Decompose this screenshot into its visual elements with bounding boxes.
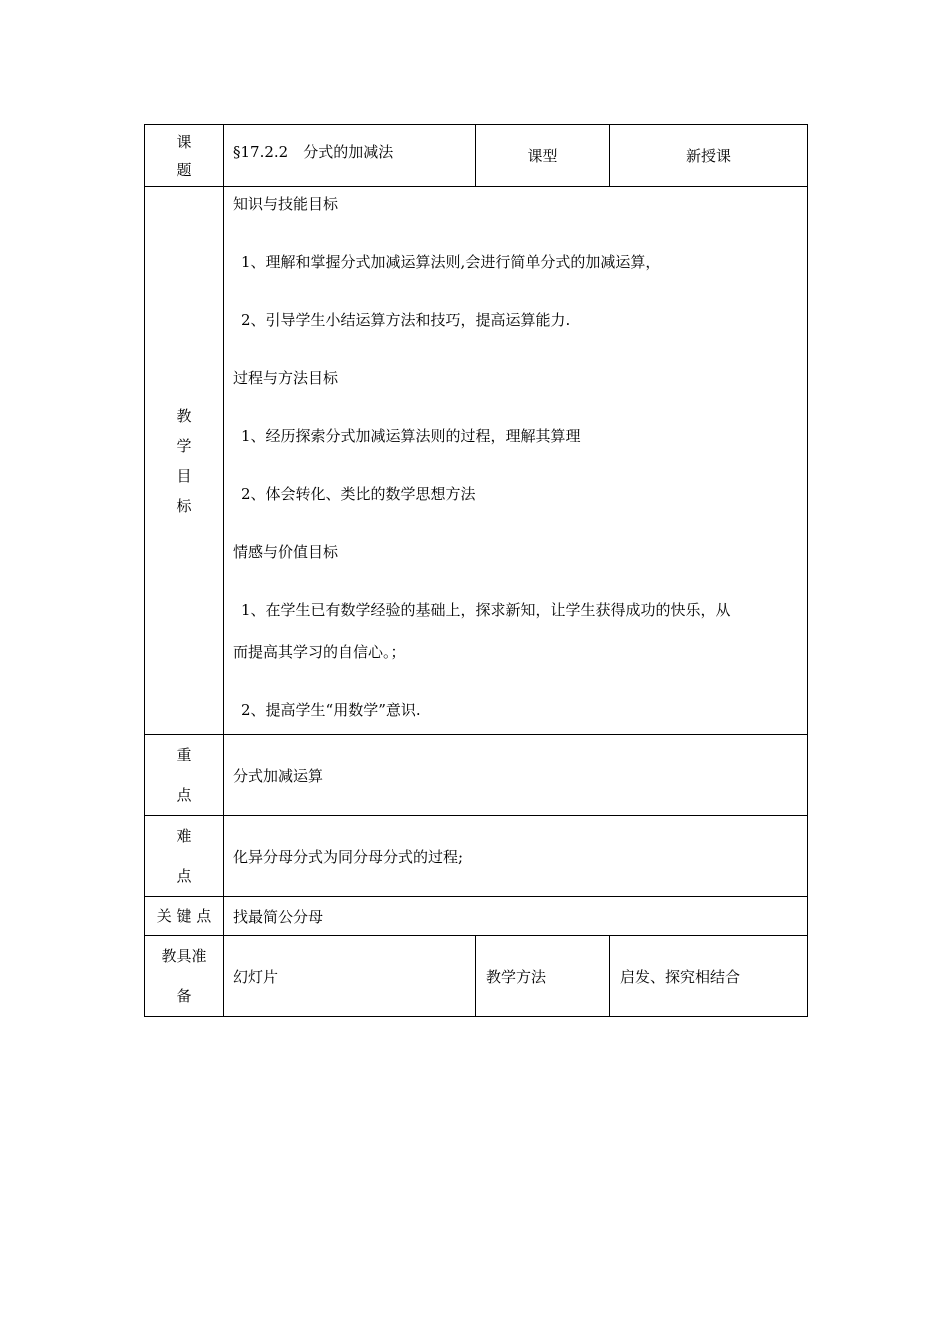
tools-row	[145, 936, 808, 1017]
objective-item: 1、理解和掌握分式加减运算法则,会进行简单分式的加减运算，	[241, 253, 661, 271]
lesson-plan-table	[144, 124, 808, 1017]
objective-item: 2、提高学生“用数学”意识.	[241, 701, 421, 719]
lesson-type-value: 新授课	[610, 125, 808, 187]
tools-label: 教具准 备	[145, 936, 224, 1017]
objective-item: 2、引导学生小结运算方法和技巧，提高运算能力.	[241, 311, 571, 329]
difficult-point-label: 难 点	[145, 816, 224, 897]
objectives-label: 教 学 目 标	[145, 187, 224, 735]
objective-heading: 知识与技能目标	[233, 195, 339, 213]
objectives-row	[145, 187, 808, 735]
crux-value: 找最简公分母	[224, 897, 808, 936]
key-point-value: 分式加减运算	[224, 735, 808, 816]
teaching-method-value: 启发、探究相结合	[610, 936, 808, 1017]
key-point-row	[145, 735, 808, 816]
crux-row	[145, 897, 808, 936]
topic-value: §17.2.2 分式的加减法	[224, 125, 476, 187]
lesson-type-label: 课型	[476, 125, 610, 187]
objective-item: 1、经历探索分式加减运算法则的过程，理解其算理	[241, 427, 581, 445]
topic-label: 课 题	[145, 125, 224, 187]
difficult-point-value: 化异分母分式为同分母分式的过程;	[224, 816, 808, 897]
tools-value: 幻灯片	[224, 936, 476, 1017]
objective-item: 2、体会转化、类比的数学思想方法	[241, 485, 476, 503]
objectives-content	[224, 187, 808, 735]
crux-label: 关 键 点	[145, 897, 224, 936]
objective-heading: 情感与价值目标	[233, 543, 339, 561]
objective-item: 1、在学生已有数学经验的基础上，探求新知，让学生获得成功的快乐，从	[241, 601, 731, 619]
difficult-point-row	[145, 816, 808, 897]
objective-item-continued: 而提高其学习的自信心。；	[233, 643, 406, 661]
objective-heading: 过程与方法目标	[233, 369, 339, 387]
key-point-label: 重 点	[145, 735, 224, 816]
teaching-method-label: 教学方法	[476, 936, 610, 1017]
topic-row	[145, 125, 808, 187]
